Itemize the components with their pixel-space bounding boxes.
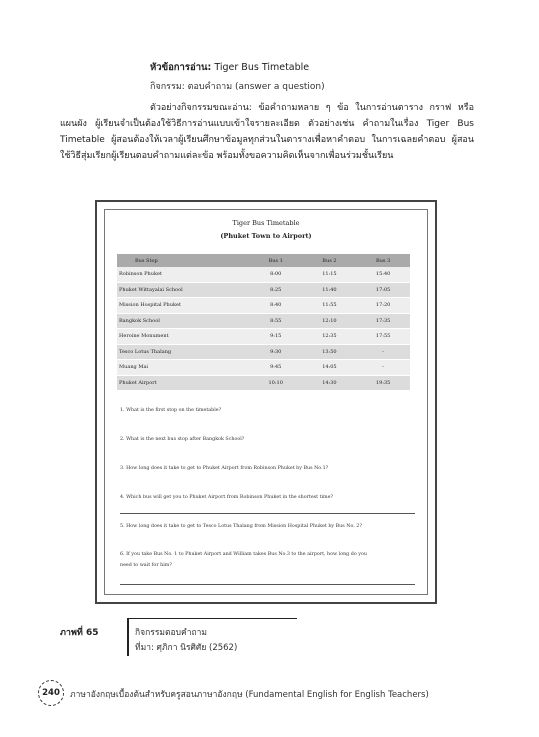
time-cell: 10:10 [249,375,303,391]
time-cell: 9:15 [249,329,303,345]
time-cell: 9:30 [249,344,303,360]
header-cell: Bus 2 [303,254,357,267]
answer-line [120,584,415,585]
table-row [117,344,410,360]
table-row [117,267,410,282]
time-cell: 8:25 [249,282,303,298]
time-cell: 8:00 [249,267,303,282]
question-1: 1. What is the first stop on the timetable? [120,408,222,413]
time-cell: 11:40 [303,282,357,298]
time-cell: 17:05 [356,282,410,298]
bus-stop-cell: Bangkok School [117,313,249,329]
timetable-header-row [117,254,410,267]
page-number: 240 [42,688,60,698]
bus-stop-cell: Mission Hospital Phuket [117,298,249,314]
figure-label: ภาพที่ 65 [60,628,99,638]
time-cell: 14:30 [303,375,357,391]
time-cell: 9:45 [249,360,303,376]
timetable-subtitle: (Phuket Town to Airport) [220,232,312,240]
timetable-table [117,254,410,391]
bus-stop-cell: Robinson Phuket [117,267,249,282]
time-cell: 12:35 [303,329,357,345]
reading-topic [150,60,309,75]
figure-frame [95,200,437,604]
caption-rule [127,618,297,619]
table-row [117,313,410,329]
table-row [117,298,410,314]
table-row [117,360,410,376]
reading-topic-value: Tiger Bus Timetable [214,62,310,73]
time-cell: - [356,360,410,376]
reading-topic-label: หัวข้อการอ่าน: [150,62,212,73]
question-3: 3. How long does it take to get to Phuket Airport from Robinson Phuket by Bus No.1? [120,466,329,471]
header-cell: Bus 3 [356,254,410,267]
question-2: 2. What is the next bus stop after Bangkok School? [120,437,245,442]
activity-line: กิจกรรม: ตอบคำถาม (answer a question) [150,82,325,92]
bus-stop-cell: Heroine Monument [117,329,249,345]
bus-stop-cell: Phuket Airport [117,375,249,391]
time-cell: 15:40 [356,267,410,282]
time-cell: 8:40 [249,298,303,314]
caption-divider [127,618,129,656]
figure-caption: กิจกรรมตอบคำถาม [135,628,208,638]
table-row [117,329,410,345]
time-cell: 8:55 [249,313,303,329]
time-cell: - [356,344,410,360]
question-6: 6. If you take Bus No. 1 to Phuket Airport and William takes Bus No.3 to the airport, how long do you [120,552,367,557]
bus-stop-cell: Tesco Lotus Thalang [117,344,249,360]
time-cell: 13:50 [303,344,357,360]
example-paragraph [60,100,474,164]
time-cell: 17:55 [356,329,410,345]
question-5: 5. How long does it take to get to Tesco Lotus Thalang from Mission Hospital Phuket by Bus No. 2? [120,524,362,529]
bus-stop-cell: Phuket Wittayalai School [117,282,249,298]
table-row [117,375,410,391]
table-row [117,282,410,298]
question-4: 4. Which bus will get you to Phuket Airport from Robinson Phuket in the shortest time? [120,495,334,500]
time-cell: 17:20 [356,298,410,314]
time-cell: 14:05 [303,360,357,376]
header-cell: Bus Stop [117,254,249,267]
timetable-title: Tiger Bus Timetable [232,219,300,227]
time-cell: 12:10 [303,313,357,329]
time-cell: 11:15 [303,267,357,282]
figure-source: ที่มา: ศุภิกา นิรศิศัย (2562) [135,643,238,653]
page-number-badge [38,680,64,706]
question-6-cont: need to wait for him? [120,563,172,568]
running-footer: ภาษาอังกฤษเบื้องต้นสำหรับครูสอนภาษาอังกฤษ (Fundamental English for English Teachers) [70,690,429,700]
bus-stop-cell: Muang Mai [117,360,249,376]
header-cell: Bus 1 [249,254,303,267]
time-cell: 17:35 [356,313,410,329]
example-paragraph-text: ตัวอย่างกิจกรรมขณะอ่าน: ข้อคำถามหลาย ๆ ข้อ ในการอ่านตาราง กราฟ หรือแผนผัง ผู้เรียนจำเป็นต้องใช้วิธีการอ่านแบบเข้าใจรายละเอียด ตัวอย่างเช่น คำถามในเรื่อง Tiger Bus Timetable ผู้สอนต้องให้เวลาผู้เรียนศึกษาข้อมูลทุกส่วนในตารางเพื่อหาคำตอบ ในการเฉลยคำตอบ ผู้สอนใช้วิธีสุ่มเรียกผู้เรียนตอบคำถามแต่ละข้อ พร้อมทั้งขอความคิดเห็นจากเพื่อนร่วมชั้นเรียน [60,103,474,161]
worksheet [104,209,428,595]
answer-line [120,513,415,514]
time-cell: 19:35 [356,375,410,391]
time-cell: 11:55 [303,298,357,314]
